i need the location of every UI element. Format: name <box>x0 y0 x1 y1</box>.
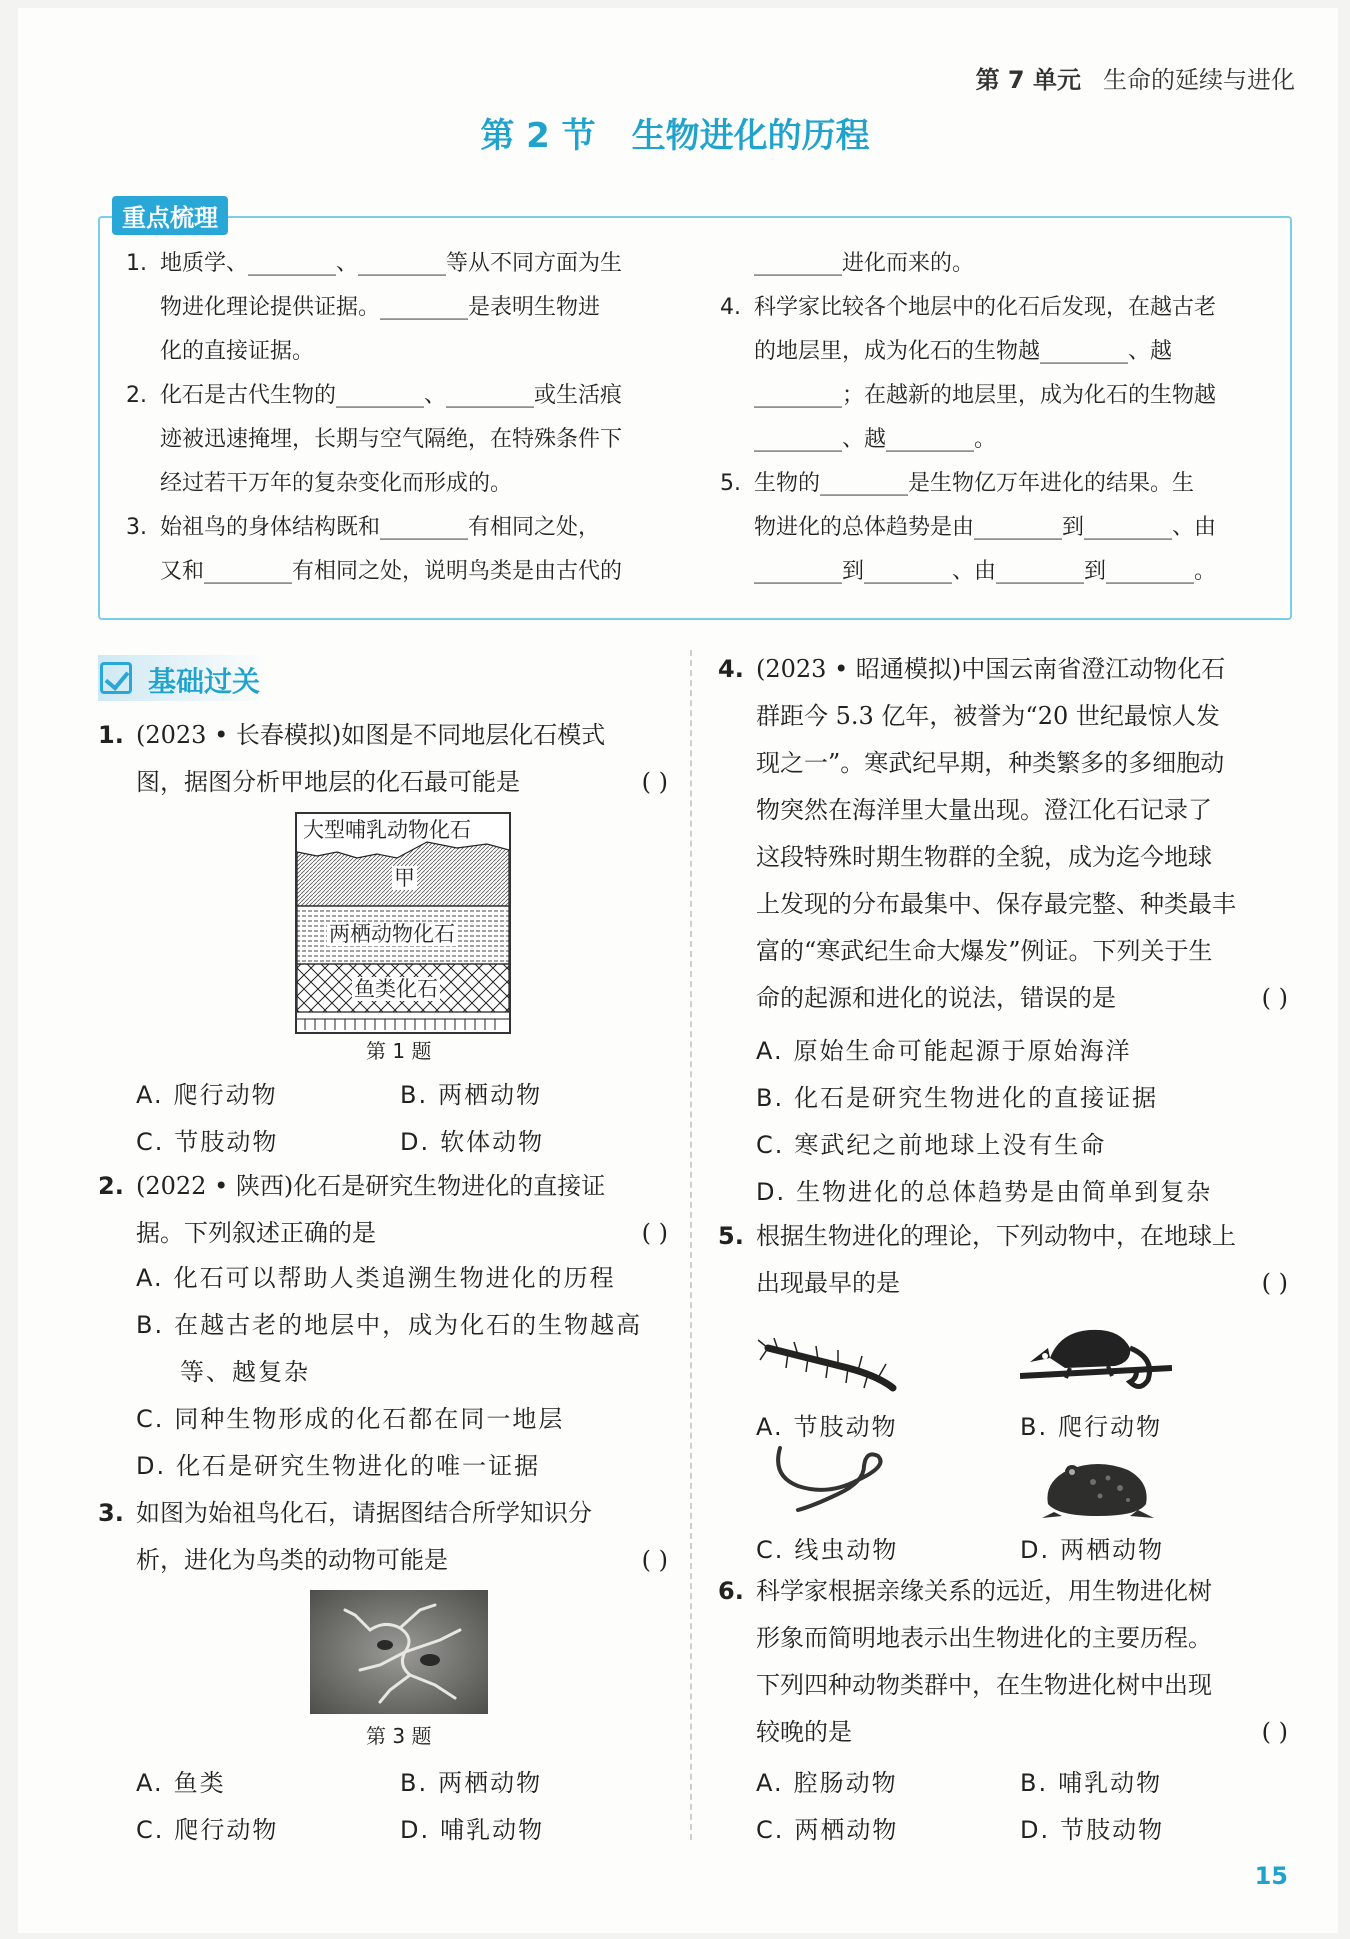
unit-number: 第 7 单元 <box>975 66 1081 94</box>
option-text: 线虫动物 <box>794 1536 899 1564</box>
option-letter: D. <box>1020 1536 1051 1564</box>
figure-caption-3: 第 3 题 <box>366 1724 432 1748</box>
key-point-line: ________、越________。 <box>754 427 997 452</box>
key-point-line: 始祖鸟的身体结构既和________有相同之处， <box>160 515 601 540</box>
q3-option-c[interactable] <box>136 1810 278 1845</box>
q2-option-d[interactable] <box>136 1446 540 1481</box>
question-number: 1. <box>98 721 124 749</box>
question-number: 2. <box>98 1172 124 1200</box>
question-line: 科学家根据亲缘关系的远近，用生物进化树 <box>756 1577 1212 1605</box>
key-point-4 <box>720 286 1265 462</box>
q4-option-d[interactable] <box>756 1172 1212 1207</box>
option-letter: D. <box>136 1452 167 1480</box>
page-number: 15 <box>1254 1862 1288 1890</box>
frog-image <box>1038 1452 1156 1520</box>
question-2 <box>98 1163 668 1257</box>
question-line: 较晚的是 <box>756 1718 852 1746</box>
key-point-line: ________到________、由________到________。 <box>754 559 1217 584</box>
answer-blank[interactable]: ( ) <box>641 1546 668 1574</box>
question-line: 群距今 5.3 亿年，被誉为“20 世纪最惊人发 <box>756 702 1220 730</box>
option-letter: B. <box>400 1769 429 1797</box>
q2-option-c[interactable] <box>136 1399 564 1434</box>
unit-header <box>976 60 1295 95</box>
option-text: 节肢动物 <box>793 1413 898 1441</box>
question-line: 出现最早的是 <box>756 1269 900 1297</box>
key-point-line: 科学家比较各个地层中的化石后发现，在越古老 <box>754 295 1217 320</box>
column-divider <box>690 650 692 1840</box>
question-4 <box>718 646 1288 1022</box>
question-6 <box>718 1568 1288 1756</box>
option-letter: D. <box>1020 1816 1051 1844</box>
option-text: 爬行动物 <box>173 1081 278 1109</box>
key-points-right <box>720 242 1265 594</box>
question-number: 3. <box>98 1499 124 1527</box>
option-letter: D. <box>400 1816 431 1844</box>
q2-option-b-cont <box>180 1352 310 1387</box>
question-1 <box>98 712 668 806</box>
option-letter: B. <box>136 1311 165 1339</box>
option-letter: C. <box>136 1128 165 1156</box>
q3-option-b[interactable] <box>400 1763 542 1798</box>
option-text: 两栖动物 <box>1060 1536 1165 1564</box>
answer-blank[interactable]: ( ) <box>641 1219 668 1247</box>
chameleon-image <box>1020 1318 1172 1398</box>
q5-option-d[interactable] <box>1020 1530 1164 1565</box>
question-line: 这段特殊时期生物群的全貌，成为迄今地球 <box>756 843 1212 871</box>
option-letter: A. <box>756 1413 784 1441</box>
option-text: 化石可以帮助人类追溯生物进化的历程 <box>173 1264 616 1292</box>
option-text: 爬行动物 <box>174 1816 279 1844</box>
option-text: 软体动物 <box>440 1128 545 1156</box>
question-line: (2023 • 长春模拟)如图是不同地层化石模式 <box>136 721 606 749</box>
question-number: 4. <box>718 655 744 683</box>
option-letter: B. <box>1020 1769 1049 1797</box>
option-letter: A. <box>756 1037 784 1065</box>
question-line: 下列四种动物类群中，在生物进化树中出现 <box>756 1671 1212 1699</box>
key-point-line: ________；在越新的地层里，成为化石的生物越 <box>754 383 1217 408</box>
roundworm-image <box>768 1446 894 1512</box>
option-text: 哺乳动物 <box>440 1816 545 1844</box>
question-line: 形象而简明地表示出生物进化的主要历程。 <box>756 1624 1212 1652</box>
q1-option-c[interactable] <box>136 1122 278 1157</box>
key-points-tag: 重点梳理 <box>112 196 228 235</box>
strata-label-top: 大型哺乳动物化石 <box>303 818 471 842</box>
q4-option-c[interactable] <box>756 1125 1106 1160</box>
question-5 <box>718 1213 1288 1307</box>
q4-option-b[interactable] <box>756 1078 1158 1113</box>
option-text: 两栖动物 <box>438 1081 543 1109</box>
figure-caption-1: 第 1 题 <box>366 1039 432 1063</box>
key-point-number: 3. <box>126 515 147 540</box>
question-line: 富的“寒武纪生命大爆发”例证。下列关于生 <box>756 937 1213 965</box>
key-point-line: 化的直接证据。 <box>160 339 315 364</box>
option-letter: C. <box>756 1536 785 1564</box>
answer-blank[interactable]: ( ) <box>1261 1269 1288 1297</box>
q5-option-c[interactable] <box>756 1530 898 1565</box>
q2-option-b[interactable] <box>136 1305 642 1340</box>
option-letter: C. <box>756 1131 785 1159</box>
question-line: 图，据图分析甲地层的化石最可能是 <box>136 768 520 796</box>
archaeopteryx-fossil-image <box>310 1590 488 1714</box>
question-line: 据。下列叙述正确的是 <box>136 1219 376 1247</box>
option-text: 两栖动物 <box>794 1816 899 1844</box>
option-text: 两栖动物 <box>438 1769 543 1797</box>
key-points-left <box>126 242 671 594</box>
option-letter: B. <box>1020 1413 1049 1441</box>
q3-option-d[interactable] <box>400 1810 544 1845</box>
key-point-number: 2. <box>126 383 147 408</box>
option-letter: C. <box>136 1816 165 1844</box>
key-point-1 <box>126 242 671 374</box>
q4-option-a[interactable] <box>756 1031 1132 1066</box>
section-name: 生物进化的历程 <box>631 116 870 156</box>
option-text: 爬行动物 <box>1058 1413 1163 1441</box>
key-point-2 <box>126 374 671 506</box>
option-letter: B. <box>756 1084 785 1112</box>
question-line: 析，进化为鸟类的动物可能是 <box>136 1546 448 1574</box>
checkbox-icon <box>100 662 132 694</box>
option-letter: A. <box>136 1264 164 1292</box>
strata-label-fish: 鱼类化石 <box>354 977 438 1001</box>
option-letter: C. <box>136 1405 165 1433</box>
practice-title: 基础过关 <box>148 665 261 698</box>
answer-blank[interactable]: ( ) <box>641 768 668 796</box>
option-text: 生物进化的总体趋势是由简单到复杂 <box>796 1178 1213 1206</box>
question-line: 根据生物进化的理论，下列动物中，在地球上 <box>756 1222 1236 1250</box>
centipede-image <box>758 1338 906 1394</box>
option-letter: D. <box>756 1178 787 1206</box>
question-number: 6. <box>718 1577 744 1605</box>
unit-title: 生命的延续与进化 <box>1103 66 1295 94</box>
option-text: 节肢动物 <box>174 1128 279 1156</box>
option-text: 化石是研究生物进化的直接证据 <box>794 1084 1159 1112</box>
option-text: 寒武纪之前地球上没有生命 <box>794 1131 1107 1159</box>
q6-option-c[interactable] <box>756 1810 898 1845</box>
option-text: 同种生物形成的化石都在同一地层 <box>174 1405 565 1433</box>
key-point-number: 5. <box>720 471 741 496</box>
q6-option-b[interactable] <box>1020 1763 1162 1798</box>
key-point-line: 物进化的总体趋势是由________到________、由 <box>754 515 1217 540</box>
strata-label-amphibian: 两栖动物化石 <box>329 922 455 946</box>
key-point-number: 4. <box>720 295 741 320</box>
question-line: 如图为始祖鸟化石，请据图结合所学知识分 <box>136 1499 592 1527</box>
key-point-line: 经过若干万年的复杂变化而形成的。 <box>160 471 513 496</box>
option-text: 鱼类 <box>173 1769 226 1797</box>
q3-option-a[interactable] <box>136 1763 226 1798</box>
q6-option-d[interactable] <box>1020 1810 1164 1845</box>
option-text: 腔肠动物 <box>793 1769 898 1797</box>
option-letter: C. <box>756 1816 785 1844</box>
answer-blank[interactable]: ( ) <box>1261 984 1288 1012</box>
question-line: 物突然在海洋里大量出现。澄江化石记录了 <box>756 796 1212 824</box>
q2-option-a[interactable] <box>136 1258 616 1293</box>
option-text: 节肢动物 <box>1060 1816 1165 1844</box>
question-3 <box>98 1490 668 1584</box>
question-line: 现之一”。寒武纪早期，种类繁多的多细胞动 <box>756 749 1225 777</box>
question-number: 5. <box>718 1222 744 1250</box>
option-letter: B. <box>400 1081 429 1109</box>
key-point-continuation: ________进化而来的。 <box>754 251 975 276</box>
option-text: 化石是研究生物进化的唯一证据 <box>176 1452 541 1480</box>
q1-option-a[interactable] <box>136 1075 278 1110</box>
q6-option-a[interactable] <box>756 1763 898 1798</box>
q5-option-b[interactable] <box>1020 1407 1162 1442</box>
key-point-line: 物进化理论提供证据。________是表明生物进 <box>160 295 601 320</box>
key-point-line: 又和________有相同之处，说明鸟类是由古代的 <box>160 559 623 584</box>
q5-option-a[interactable] <box>756 1407 898 1442</box>
option-letter: D. <box>400 1128 431 1156</box>
key-point-number: 1. <box>126 251 147 276</box>
strata-figure <box>295 812 511 1034</box>
option-text: 哺乳动物 <box>1058 1769 1163 1797</box>
question-line: (2022 • 陕西)化石是研究生物进化的直接证 <box>136 1172 606 1200</box>
key-point-line: 生物的________是生物亿万年进化的结果。生 <box>754 471 1195 496</box>
question-line: 命的起源和进化的说法，错误的是 <box>756 984 1116 1012</box>
q1-option-d[interactable] <box>400 1122 544 1157</box>
key-point-5 <box>720 462 1265 594</box>
q1-option-b[interactable] <box>400 1075 542 1110</box>
option-letter: A. <box>136 1081 164 1109</box>
strata-label-jia: 甲 <box>394 866 415 890</box>
key-point-3 <box>126 506 671 594</box>
section-number: 第 2 节 <box>480 116 596 156</box>
option-letter: A. <box>136 1769 164 1797</box>
question-line: (2023 • 昭通模拟)中国云南省澄江动物化石 <box>756 655 1226 683</box>
key-point-line: 迹被迅速掩埋，长期与空气隔绝，在特殊条件下 <box>160 427 623 452</box>
key-point-line: 化石是古代生物的________、________或生活痕 <box>160 383 623 408</box>
key-point-line: 的地层里，成为化石的生物越________、越 <box>754 339 1173 364</box>
key-point-line: 地质学、________、________等从不同方面为生 <box>160 251 623 276</box>
question-line: 上发现的分布最集中、保存最完整、种类最丰 <box>756 890 1236 918</box>
option-text: 在越古老的地层中，成为化石的生物越高 <box>174 1311 643 1339</box>
section-title <box>0 108 1350 157</box>
option-text: 原始生命可能起源于原始海洋 <box>793 1037 1132 1065</box>
option-letter: A. <box>756 1769 784 1797</box>
option-text: 等、越复杂 <box>180 1358 310 1386</box>
answer-blank[interactable]: ( ) <box>1261 1718 1288 1746</box>
